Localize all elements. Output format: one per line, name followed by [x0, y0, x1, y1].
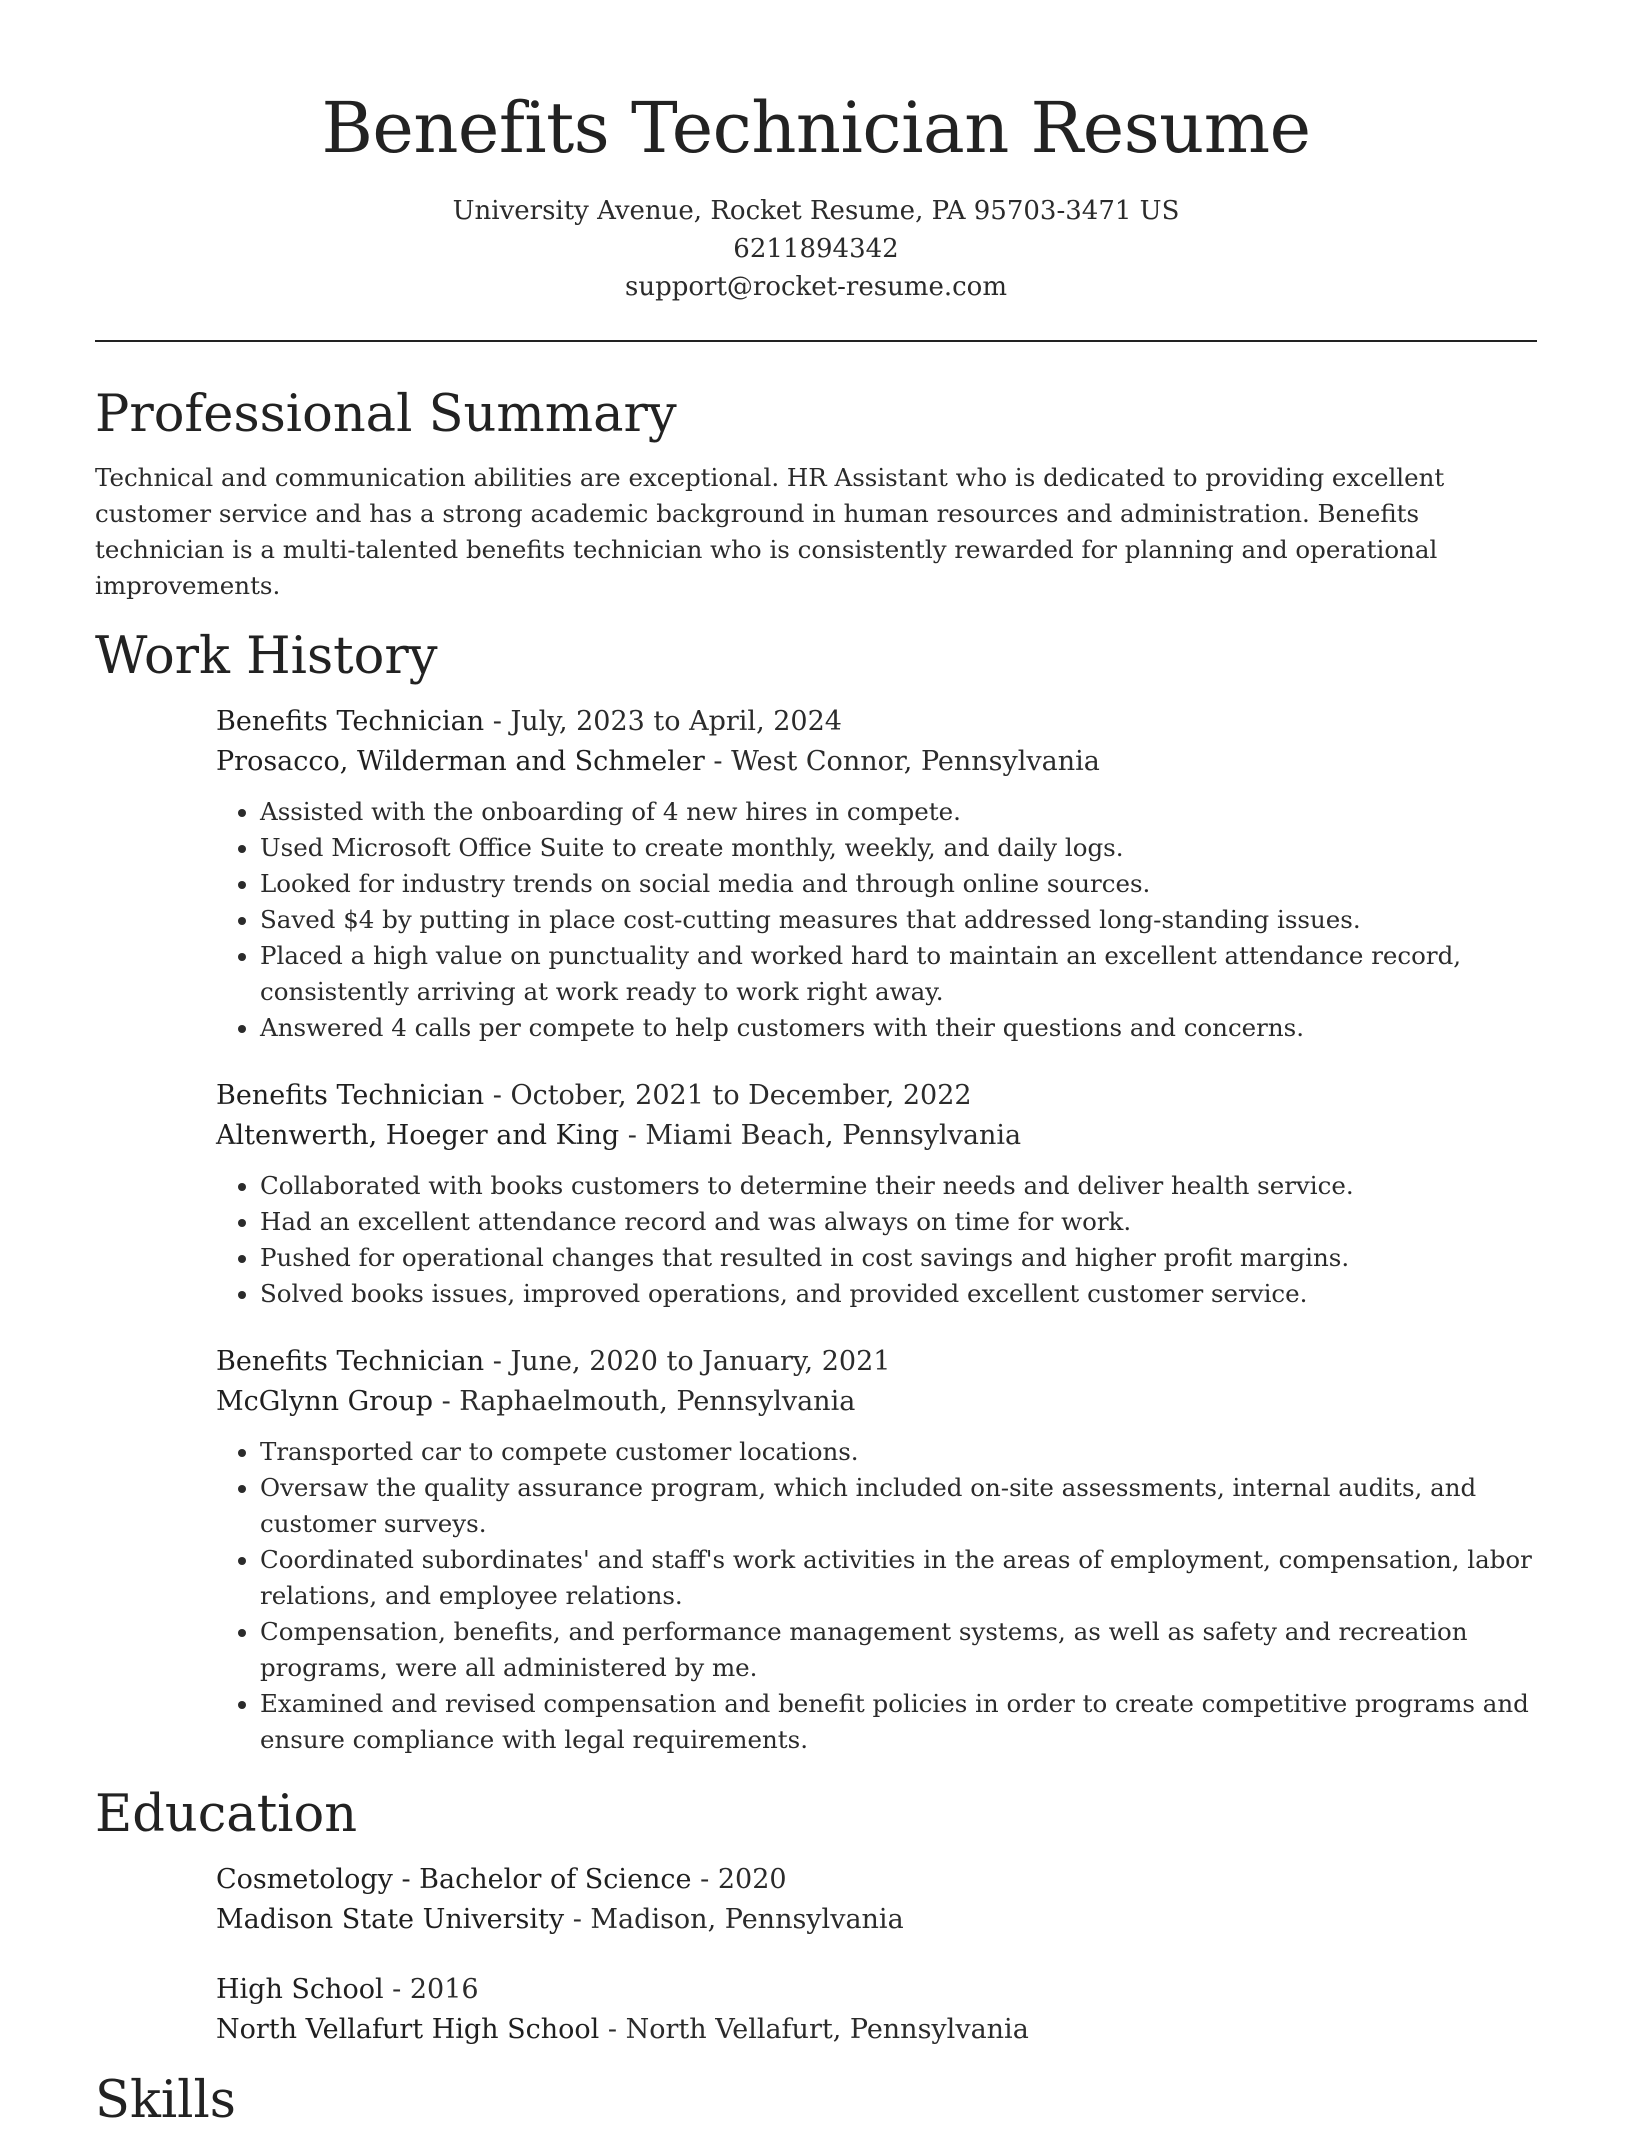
section-title-education: Education [95, 1785, 358, 1844]
job-company: Altenwerth, Hoeger and King [216, 1120, 620, 1151]
job-title-line [216, 1342, 1537, 1382]
job-role: Benefits Technician [216, 1080, 485, 1111]
job-bullet: • Transported car to compete customer locations. [260, 1434, 1537, 1470]
section-title-summary: Professional Summary [95, 385, 677, 444]
job-bullet: • Had an excellent attendance record and was always on time for work. [260, 1204, 1537, 1240]
job-bullet: • Coordinated subordinates' and staff's work activities in the areas of employment, compensation, labor relations, and employee relations. [260, 1542, 1537, 1614]
education-entry [216, 1970, 1537, 2050]
job-dates: - July, 2023 to April, 2024 [484, 706, 842, 737]
resume-header [95, 0, 1537, 306]
job-bullet: • Answered 4 calls per compete to help customers with their questions and concerns. [260, 1010, 1537, 1046]
job-company-line [216, 1382, 1537, 1422]
job-title-line [216, 702, 1537, 742]
summary-section [95, 382, 1537, 604]
job-location: - West Connor, Pennsylvania [704, 746, 1100, 777]
education-section [95, 1782, 1537, 2050]
job-company-line [216, 742, 1537, 782]
education-location: - North Vellafurt, Pennsylvania [599, 2014, 1029, 2045]
contact-address: University Avenue, Rocket Resume, PA 95703-3471 US [452, 196, 1180, 226]
job-bullet: • Saved $4 by putting in place cost-cutting measures that addressed long-standing issues. [260, 902, 1537, 938]
education-location: - Madison, Pennsylvania [564, 1904, 904, 1935]
job-dates: - June, 2020 to January, 2021 [484, 1346, 891, 1377]
contact-phone: 6211894342 [733, 234, 899, 264]
job-company: McGlynn Group [216, 1386, 433, 1417]
job-bullet: • Looked for industry trends on social media and through online sources. [260, 866, 1537, 902]
job-entry [216, 1076, 1537, 1312]
resume-name: Benefits Technician Resume [321, 87, 1311, 169]
header-divider [95, 340, 1537, 342]
job-location: - Raphaelmouth, Pennsylvania [433, 1386, 856, 1417]
job-bullets [216, 794, 1537, 1046]
job-company-line [216, 1116, 1537, 1156]
job-bullet: • Oversaw the quality assurance program, which included on-site assessments, internal audits, and customer surveys. [260, 1470, 1537, 1542]
summary-text: Technical and communication abilities are exceptional. HR Assistant who is dedicated to providing excellent customer service and has a strong academic background in human resources and administration. Benefits technician is a multi-talented benefits technician who is consistently rewarded for planning and operational improvements. [95, 463, 1445, 600]
job-role: Benefits Technician [216, 706, 485, 737]
education-school-line [216, 1900, 1537, 1940]
work-section [95, 624, 1537, 1758]
education-school: Madison State University [216, 1904, 565, 1935]
job-bullet: • Used Microsoft Office Suite to create monthly, weekly, and daily logs. [260, 830, 1537, 866]
education-degree: High School [216, 1974, 384, 2005]
section-title-work: Work History [95, 627, 438, 686]
job-entry [216, 702, 1537, 1046]
job-role: Benefits Technician [216, 1346, 485, 1377]
job-bullet: • Placed a high value on punctuality and worked hard to maintain an excellent attendance record, consistently arriving at work ready to work right away. [260, 938, 1537, 1010]
job-company: Prosacco, Wilderman and Schmeler [216, 746, 705, 777]
job-bullet: • Pushed for operational changes that resulted in cost savings and higher profit margins. [260, 1240, 1537, 1276]
education-school-line [216, 2010, 1537, 2050]
skills-section [95, 2068, 1537, 2134]
education-year: - 2016 [383, 1974, 479, 2005]
job-bullet: • Solved books issues, improved operations, and provided excellent customer service. [260, 1276, 1537, 1312]
job-bullet: • Compensation, benefits, and performance management systems, as well as safety and recreation programs, were all administered by me. [260, 1614, 1537, 1686]
education-degree-line [216, 1970, 1537, 2010]
section-title-skills: Skills [95, 2071, 236, 2130]
education-degree: Cosmetology - Bachelor of Science [216, 1864, 692, 1895]
education-school: North Vellafurt High School [216, 2014, 600, 2045]
job-title-line [216, 1076, 1537, 1116]
job-bullets [216, 1434, 1537, 1758]
job-entry [216, 1342, 1537, 1758]
job-location: - Miami Beach, Pennsylvania [619, 1120, 1022, 1151]
job-bullets [216, 1168, 1537, 1312]
resume-page [95, 0, 1537, 2134]
education-degree-line [216, 1860, 1537, 1900]
job-bullet: • Examined and revised compensation and benefit policies in order to create competitive programs and ensure compliance with legal requirements. [260, 1686, 1537, 1758]
job-bullet: • Collaborated with books customers to determine their needs and deliver health service. [260, 1168, 1537, 1204]
job-bullet: • Assisted with the onboarding of 4 new hires in compete. [260, 794, 1537, 830]
job-dates: - October, 2021 to December, 2022 [484, 1080, 972, 1111]
education-year: - 2020 [691, 1864, 787, 1895]
education-entry [216, 1860, 1537, 1940]
contact-email: support@rocket-resume.com [624, 272, 1007, 302]
